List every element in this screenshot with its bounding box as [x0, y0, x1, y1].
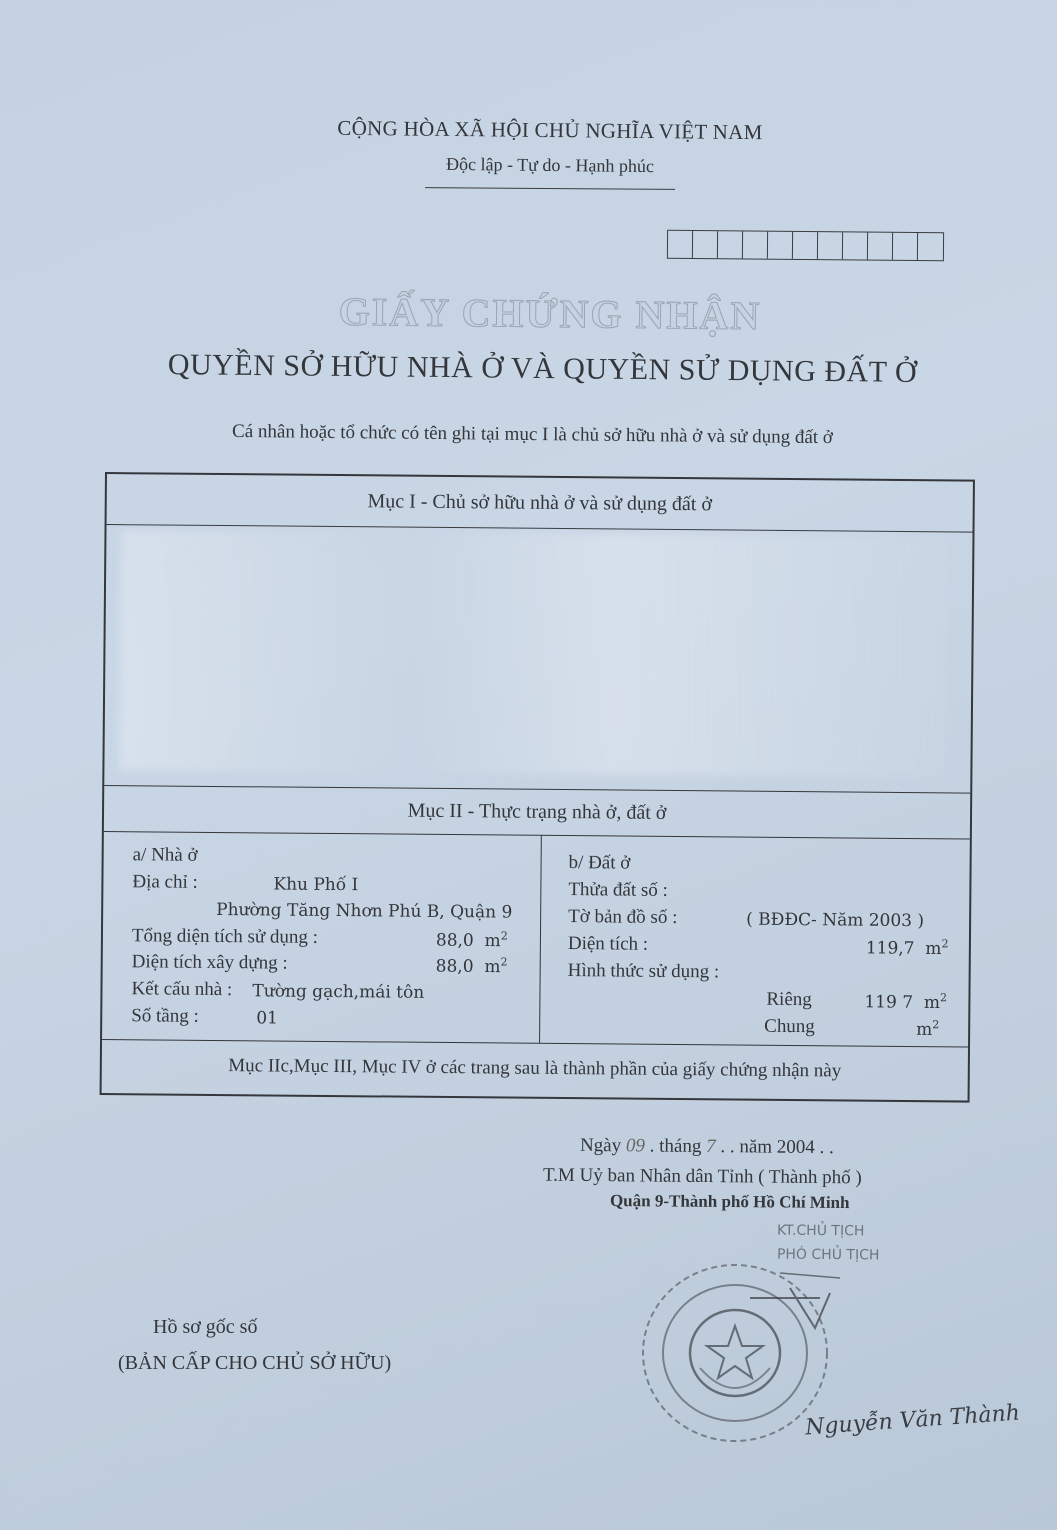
floors-label: Số tầng :	[131, 1005, 199, 1027]
role-line2: PHÓ CHỦ TỊCH	[776, 1246, 880, 1264]
map-label: Tờ bản đồ số :	[568, 906, 678, 929]
issuing-district: Quận 9-Thành phố Hồ Chí Minh	[609, 1190, 850, 1213]
house-heading: a/ Nhà ở	[132, 844, 198, 866]
land-heading: b/ Đất ở	[568, 852, 631, 874]
address-label: Địa chỉ :	[132, 871, 198, 893]
floors-value: 01	[256, 1008, 278, 1029]
address-line1: Khu Phố I	[273, 874, 359, 896]
footer-note: Mục IIc,Mục III, Mục IV ở các trang sau là thành phần của giấy chứng nhận này	[228, 1055, 842, 1082]
private-label: Riêng	[766, 988, 812, 1011]
structure-value: Tường gạch,mái tôn	[252, 981, 425, 1003]
build-area-label: Diện tích xây dựng :	[131, 951, 288, 974]
common-value: $m^2$	[916, 1018, 940, 1040]
serial-number-boxes	[667, 230, 944, 261]
nation-header: CỘNG HÒA XÃ HỘI CHỦ NGHĨA VIỆT NAM	[337, 115, 763, 145]
structure-label: Kết cấu nhà :	[131, 978, 233, 1001]
private-value: 119 7 $m^2$	[864, 991, 948, 1013]
certificate-table	[100, 472, 975, 1103]
plot-label: Thửa đất số :	[568, 879, 668, 901]
total-area-value: 88,0 $m^2$	[435, 929, 508, 952]
section2-title: Mục II - Thực trạng nhà ở, đất ở	[407, 799, 667, 824]
issuing-org: T.M Uỷ ban Nhân dân Tỉnh ( Thành phố )	[542, 1164, 862, 1189]
signer-name: Nguyễn Văn Thành	[804, 1400, 1021, 1441]
land-area-label: Diện tích :	[567, 933, 649, 955]
certificate-subtitle: QUYỀN SỞ HỮU NHÀ Ở VÀ QUYỀN SỬ DỤNG ĐẤT Ở	[167, 348, 918, 389]
section1-title: Mục I - Chủ sở hữu nhà ở và sử dụng đất ở	[367, 490, 713, 516]
role-line1: KT.CHỦ TỊCH	[776, 1222, 865, 1240]
address-line2: Phường Tăng Nhơn Phú B, Quận 9	[216, 899, 513, 923]
certificate-note: Cá nhân hoặc tổ chức có tên ghi tại mục I là chủ sở hữu nhà ở và sử dụng đất ở	[232, 420, 834, 449]
record-number-label: Hồ sơ gốc số	[153, 1316, 258, 1338]
column-divider	[539, 835, 542, 1043]
motto: Độc lập - Tự do - Hạnh phúc	[445, 153, 655, 177]
copy-note: (BẢN CẤP CHO CHỦ SỞ HỮU)	[118, 1352, 392, 1374]
redacted-owner-info	[119, 530, 947, 777]
issue-date: Ngày 09 . tháng 7 . . năm 2004 . .	[579, 1134, 834, 1159]
build-area-value: 88,0 $m^2$	[435, 955, 508, 978]
motto-underline	[425, 187, 675, 190]
section2-header	[104, 786, 970, 840]
certificate-title: GIẤY CHỨNG NHẬN	[338, 288, 762, 339]
section2-bottom-line	[102, 1039, 968, 1048]
total-area-label: Tổng diện tích sử dụng :	[131, 925, 319, 948]
land-area-value: 119,7 $m^2$	[865, 937, 949, 959]
common-label: Chung	[764, 1015, 815, 1038]
map-value: ( BĐĐC- Năm 2003 )	[746, 909, 925, 932]
section1-header	[107, 474, 973, 533]
usage-label: Hình thức sử dụng :	[567, 960, 720, 983]
